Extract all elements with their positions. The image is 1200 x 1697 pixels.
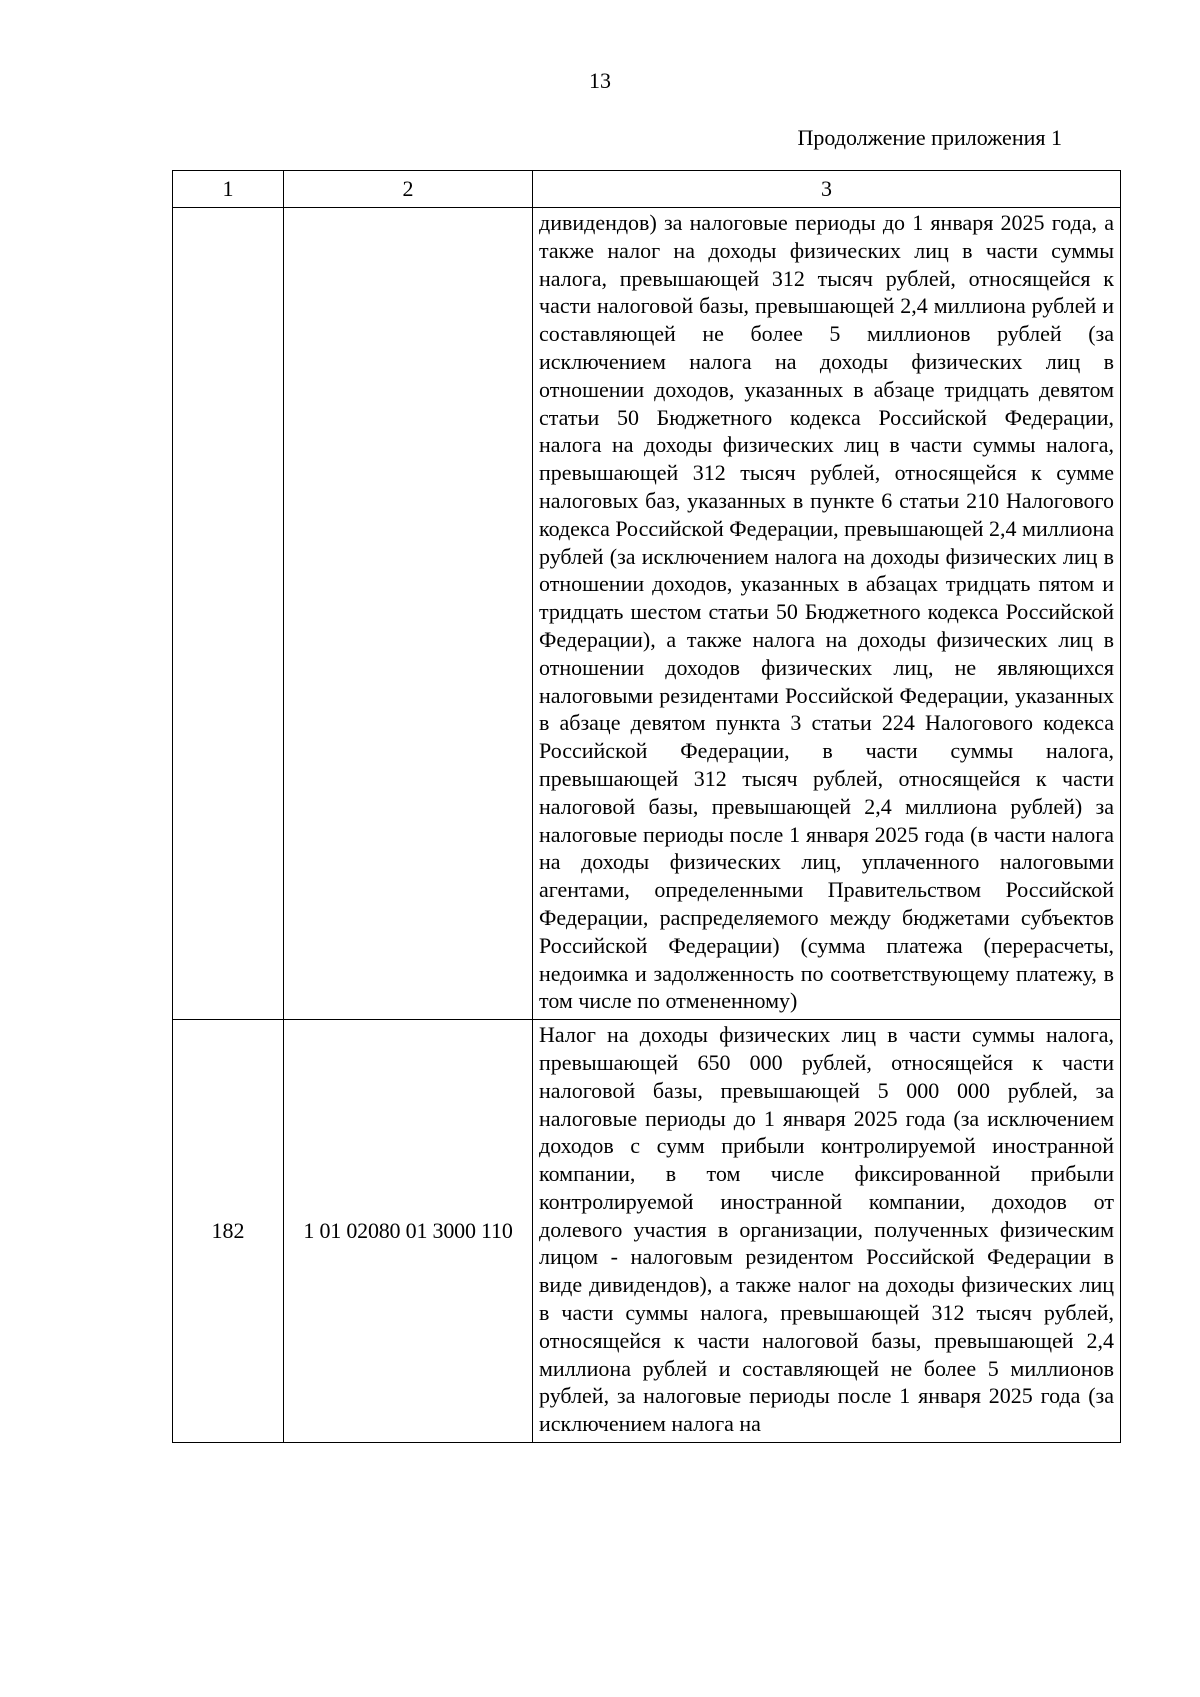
description-cell: дивидендов) за налоговые периоды до 1 января 2025 года, а также налог на доходы физических лиц в части суммы налога, превышающей 312 тысяч рублей, относящейся к части налоговой базы, превышающей 2,4 миллиона рублей и составляющей не более 5 миллионов рублей (за исключением налога на доходы физических лиц в отношении доходов, указанных в абзаце тридцать девятом статьи 50 Бюджетного кодекса Российской Федерации, налога на доходы физических лиц в части суммы налога, превышающей 312 тысяч рублей, относящейся к сумме налоговых баз, указанных в пункте 6 статьи 210 Налогового кодекса Российской Федерации, превышающей 2,4 миллиона рублей (за исключением налога на доходы физических лиц в отношении доходов, указанных в абзацах тридцать пятом и тридцать шестом статьи 50 Бюджетного кодекса Российской Федерации), а также налога на доходы физических лиц в отношении доходов физических лиц, не являющихся налоговыми резидентами Российской Федерации, указанных в абзаце девятом пункта 3 статьи 224 Налогового кодекса Российской Федерации, в части суммы налога, превышающей 312 тысяч рублей, относящейся к части налоговой базы, превышающей 2,4 миллиона рублей) за налоговые периоды после 1 января 2025 года (в части налога на доходы физических лиц, уплаченного налоговыми агентами, определенными Правительством Российской Федерации, распределяемого между бюджетами субъектов Российской Федерации) (сумма платежа (перерасчеты, недоимка и задолженность по соответствующему платежу, в том числе по отмененному) <box>533 208 1121 1020</box>
table-header-cell: 2 <box>284 171 533 208</box>
admin-code-cell <box>173 208 284 1020</box>
budget-code-cell: 1 01 02080 01 3000 110 <box>284 1020 533 1443</box>
table-header-cell: 3 <box>533 171 1121 208</box>
table-header-row <box>173 171 1121 208</box>
admin-code-cell: 182 <box>173 1020 284 1443</box>
page-number: 13 <box>589 68 611 93</box>
continuation-label: Продолжение приложения 1 <box>797 125 1062 150</box>
table-row <box>173 208 1121 1020</box>
budget-codes-table <box>172 170 1121 1443</box>
description-cell: Налог на доходы физических лиц в части суммы налога, превышающей 650 000 рублей, относящейся к части налоговой базы, превышающей 5 000 000 рублей, за налоговые периоды до 1 января 2025 года (за исключением доходов с сумм прибыли контролируемой иностранной компании, в том числе фиксированной прибыли контролируемой иностранной компании, доходов от долевого участия в организации, полученных физическим лицом - налоговым резидентом Российской Федерации в виде дивидендов), а также налог на доходы физических лиц в части суммы налога, превышающей 312 тысяч рублей, относящейся к части налоговой базы, превышающей 2,4 миллиона рублей и составляющей не более 5 миллионов рублей, за налоговые периоды после 1 января 2025 года (за исключением налога на <box>533 1020 1121 1443</box>
table-header-cell: 1 <box>173 171 284 208</box>
table-row <box>173 1020 1121 1443</box>
budget-code-cell <box>284 208 533 1020</box>
